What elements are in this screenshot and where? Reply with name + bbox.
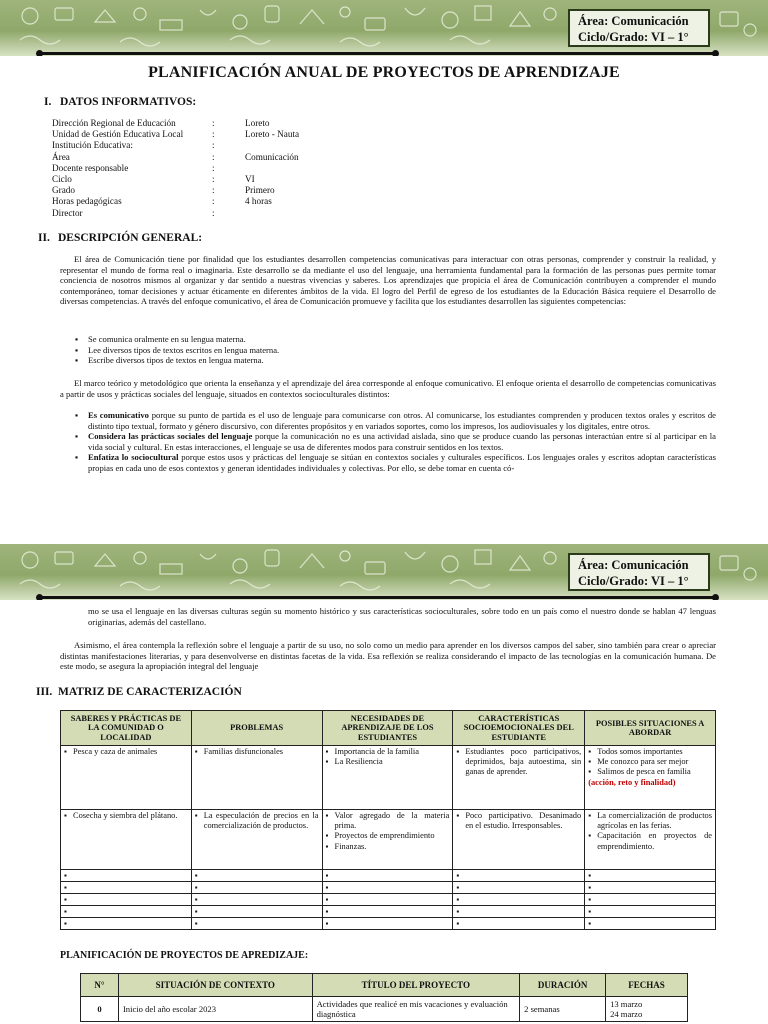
cell-item: ▪ Pesca y caza de animales: [64, 747, 188, 757]
cell-item: ▪ La Resiliencia: [326, 757, 450, 767]
bullet-icon: ▪: [75, 431, 79, 442]
table-cell: [453, 918, 585, 930]
table-cell: [191, 746, 322, 810]
bullet-icon: ▪: [75, 452, 79, 463]
rule-dot: [712, 50, 719, 56]
ciclo-grado-label: Ciclo/Grado: VI – 1°: [578, 30, 689, 44]
section-heading-planificacion: PLANIFICACIÓN DE PROYECTOS DE APREDIZAJE:: [60, 950, 309, 961]
section-heading-descripcion: II. DESCRIPCIÓN GENERAL:: [38, 232, 203, 244]
table-row: [61, 746, 716, 810]
list-item-text: Lee diversos tipos de textos escritos en lengua materna.: [88, 344, 280, 355]
list-item-text: porque su punto de partida es el uso de lenguaje para comunicarse con otros. Al comunicarse, los estudiantes comprenden y producen textos orales y escritos de distinto tipo textual, formato y género discursivo, con diferentes propósitos y en variados soportes, como los impresos, los audiovisuales y los digitales, entre otros.: [88, 410, 716, 431]
column-header: NECESIDADES DE APRENDIZAJE DE LOS ESTUDIANTES: [322, 711, 453, 746]
enfoque-list: [60, 410, 716, 474]
header-banner: [0, 0, 768, 56]
column-header: POSIBLES SITUACIONES A ABORDAR: [585, 711, 716, 746]
table-cell: [61, 894, 192, 906]
list-item-bold: Enfatiza lo sociocultural: [88, 452, 179, 463]
cell-item: ▪ Finanzas.: [326, 842, 450, 852]
datos-row: [52, 152, 299, 163]
table-cell: [453, 882, 585, 894]
table-row: [61, 918, 716, 930]
datos-row: [52, 118, 299, 129]
table-row: [61, 906, 716, 918]
datos-separator: :: [212, 118, 215, 128]
table-cell: [453, 810, 585, 870]
datos-value: Loreto - Nauta: [245, 129, 300, 140]
column-header: CARACTERÍSTICAS SOCIOEMOCIONALES DEL ESTUDIANTE: [453, 711, 585, 746]
datos-separator: :: [212, 207, 215, 218]
cell-item: ▪ Familias disfuncionales: [195, 747, 319, 757]
paragraph: Asimismo, el área contempla la reflexión sobre el lenguaje a partir de su uso, no solo como un medio para aprender en los diversos campos del saber, sino también para crear o apreciar distintas manifestaciones literarias, y para desenvolverse en distintas facetas de la vida. Esa reflexión se realiza considerando el impacto de las tecnologías en la comunicación humana. De este modo, se asegura la apropiación integral del lenguaje: [60, 640, 716, 672]
table-cell: [61, 870, 192, 882]
datos-informativos-list: [52, 118, 299, 219]
column-header: DURACIÓN: [520, 974, 606, 997]
datos-value: Comunicación: [245, 151, 299, 162]
table-cell: [322, 894, 453, 906]
datos-row: [52, 185, 299, 196]
table-cell: [453, 906, 585, 918]
datos-label: Docente responsable: [52, 162, 129, 173]
bullet-icon: ▪: [75, 355, 79, 366]
list-item: [60, 410, 716, 431]
table-cell: [322, 918, 453, 930]
table-cell: [453, 746, 585, 810]
cell-fechas: [606, 997, 688, 1022]
table-cell: [322, 810, 453, 870]
table-cell: [322, 882, 453, 894]
list-item: [60, 452, 716, 473]
table-cell: [61, 906, 192, 918]
list-item: [60, 431, 716, 452]
table-cell: [585, 906, 716, 918]
cell-item: ▪ Proyectos de emprendimiento: [326, 831, 450, 841]
column-header: SITUACIÓN DE CONTEXTO: [118, 974, 312, 997]
header-rule: [40, 52, 715, 55]
document-title: PLANIFICACIÓN ANUAL DE PROYECTOS DE APRENDIZAJE: [148, 64, 620, 81]
bullet-icon: ▪: [75, 334, 79, 344]
cell-number: 0: [81, 997, 119, 1022]
list-item: [60, 355, 716, 366]
table-row: [61, 882, 716, 894]
table-cell: [585, 870, 716, 882]
table-cell: [322, 746, 453, 810]
datos-separator: :: [212, 185, 215, 196]
datos-label: Dirección Regional de Educación: [52, 118, 176, 128]
list-item-bold: Es comunicativo: [88, 410, 149, 420]
paragraph-continuation: mo se usa el lenguaje en las diversas culturas según su momento histórico y sus características socioculturales, sobre todo en un país como el nuestro donde se hablan 47 lenguas originarias, además del castellano.: [88, 606, 716, 627]
datos-value: Loreto: [245, 118, 270, 128]
header-rule: [40, 596, 715, 599]
fecha-fin: 24 marzo: [610, 1009, 643, 1019]
cell-item: ▪ Poco participativo. Desanimado en el estudio. Irresponsables.: [456, 811, 581, 831]
table-cell: [61, 746, 192, 810]
table-cell: [453, 870, 585, 882]
column-header: FECHAS: [606, 974, 688, 997]
datos-value: VI: [245, 174, 255, 185]
datos-label: Institución Educativa:: [52, 140, 133, 151]
datos-label: Grado: [52, 185, 75, 196]
competencias-list: [60, 334, 716, 366]
cell-item: ▪ Todos somos importantes: [588, 747, 712, 757]
ciclo-grado-label: Ciclo/Grado: VI – 1°: [578, 574, 689, 588]
table-cell: [61, 810, 192, 870]
cell-item: ▪ Salimos de pesca en familia: [588, 767, 712, 777]
table-cell: [585, 918, 716, 930]
datos-value: Primero: [245, 185, 275, 196]
list-item: [60, 345, 716, 356]
datos-value: 4 horas: [245, 196, 272, 207]
area-label: Área: Comunicación: [578, 558, 689, 572]
cell-duracion: 2 semanas: [520, 997, 606, 1022]
column-header: N°: [81, 974, 119, 997]
table-cell: [453, 894, 585, 906]
table-cell: [61, 918, 192, 930]
table-row: [61, 870, 716, 882]
column-header: PROBLEMAS: [191, 711, 322, 746]
cell-item: ▪ Estudiantes poco participativos, deprimidos, baja autoestima, sin ganas de aprender.: [456, 747, 581, 778]
table-row: [61, 810, 716, 870]
table-row: [81, 997, 688, 1022]
table-cell: [322, 870, 453, 882]
cell-item: ▪ Cosecha y siembra del plátano.: [64, 811, 188, 821]
section-heading-datos: I. DATOS INFORMATIVOS:: [44, 96, 197, 108]
list-item-text: Se comunica oralmente en su lengua materna.: [88, 334, 246, 344]
header-banner: [0, 544, 768, 600]
rule-dot: [712, 594, 719, 600]
datos-separator: :: [212, 129, 215, 140]
datos-label: Ciclo: [52, 174, 72, 185]
datos-separator: :: [212, 140, 215, 151]
cell-titulo: Actividades que realicé en mis vacaciones y evaluación diagnóstica: [312, 997, 520, 1022]
datos-label: Horas pedagógicas: [52, 196, 122, 207]
matriz-table: [60, 710, 716, 930]
table-cell: [191, 882, 322, 894]
datos-label: Área: [52, 151, 70, 162]
table-cell: [191, 906, 322, 918]
bullet-icon: ▪: [75, 344, 79, 355]
datos-row: [52, 140, 299, 151]
list-item: [60, 334, 716, 345]
area-label: Área: Comunicación: [578, 14, 689, 28]
datos-separator: :: [212, 174, 215, 185]
red-note: (acción, reto y finalidad): [588, 777, 676, 787]
cell-item: ▪ Importancia de la familia: [326, 747, 450, 757]
cell-item: ▪ Valor agregado de la materia prima.: [326, 811, 450, 831]
table-cell: [191, 870, 322, 882]
table-cell: [191, 894, 322, 906]
area-grade-box: [568, 553, 710, 591]
table-cell: [191, 918, 322, 930]
cell-item: ▪ Capacitación en proyectos de emprendimiento.: [588, 831, 712, 851]
datos-label: Unidad de Gestión Educativa Local: [52, 129, 184, 140]
table-cell: [61, 882, 192, 894]
datos-row: [52, 196, 299, 207]
bullet-icon: ▪: [75, 410, 79, 420]
paragraph: El área de Comunicación tiene por finalidad que los estudiantes desarrollen competencias comunicativas para interactuar con otras personas, comprender y construir la realidad, y representar el mundo de forma real o imaginaria. Este desarrollo se da mediante el uso del lenguaje, una herramienta fundamental para la formación de las personas pues permite tomar conciencia de nosotros mismos al organizar y dar sentido a nuestras vivencias y saberes. Los aprendizajes que propicia el área de Comunicación contribuyen a comprender el mundo contemporáneo, tomar decisiones y actuar éticamente en diferentes ámbitos de la vida. El logro del Perfil de egreso de los estudiantes de la Educación Básica requiere el Desarrollo de diversas competencias. A través del enfoque comunicativo, el área de Comunicación promueve y facilita que los estudiantes desarrollen las siguientes competencias:: [60, 254, 716, 307]
list-item-bold: Considera las prácticas sociales del lenguaje: [88, 431, 253, 442]
table-cell: [191, 810, 322, 870]
planificacion-table: [80, 973, 688, 1022]
datos-separator: :: [212, 151, 215, 162]
table-cell: [585, 810, 716, 870]
area-grade-box: [568, 9, 710, 47]
rule-dot: [36, 50, 43, 56]
table-row: [61, 894, 716, 906]
list-item-text: porque la comunicación no es una actividad aislada, sino que se produce cuando las personas interactúan entre sí al participar en la vida social y cultural. En estas interacciones, el lenguaje se usa de diferentes modos para construir sentidos en los textos.: [88, 431, 717, 452]
datos-row: [52, 163, 299, 174]
datos-row: [52, 208, 299, 219]
paragraph: El marco teórico y metodológico que orienta la enseñanza y el aprendizaje del área corresponde al enfoque comunicativo. El enfoque orienta el desarrollo de competencias comunicativas a partir de usos y prácticas sociales del lenguaje, situados en contextos socioculturales distintos:: [60, 378, 716, 399]
cell-item: ▪ Me conozco para ser mejor: [588, 757, 712, 767]
cell-item: ▪ La comercialización de productos agrícolas en las ferias.: [588, 811, 712, 831]
table-cell: [585, 882, 716, 894]
fecha-inicio: 13 marzo: [610, 999, 643, 1009]
rule-dot: [36, 594, 43, 600]
datos-row: [52, 129, 299, 140]
datos-separator: :: [212, 196, 215, 207]
column-header: TÍTULO DEL PROYECTO: [312, 974, 520, 997]
cell-situacion: Inicio del año escolar 2023: [118, 997, 312, 1022]
list-item-text: porque estos usos y prácticas del lenguaje se sitúan en contextos sociales y culturales específicos. Los lenguajes orales y escritos adoptan características propias en cada uno de esos contextos y generan identidades individuales y colectivas. Por ello, se debe tomar en cuenta có-: [88, 452, 716, 473]
list-item-text: Escribe diversos tipos de textos en lengua materna.: [88, 355, 264, 366]
column-header: SABERES Y PRÁCTICAS DE LA COMUNIDAD O LOCALIDAD: [61, 711, 192, 746]
datos-label: Director: [52, 207, 83, 218]
cell-item: ▪ La especulación de precios en la comercialización de productos.: [195, 811, 319, 831]
datos-row: [52, 174, 299, 185]
table-cell: [322, 906, 453, 918]
table-cell: [585, 746, 716, 810]
table-cell: [585, 894, 716, 906]
datos-separator: :: [212, 162, 215, 173]
section-heading-matriz: III. MATRIZ DE CARACTERIZACIÓN: [36, 686, 242, 698]
